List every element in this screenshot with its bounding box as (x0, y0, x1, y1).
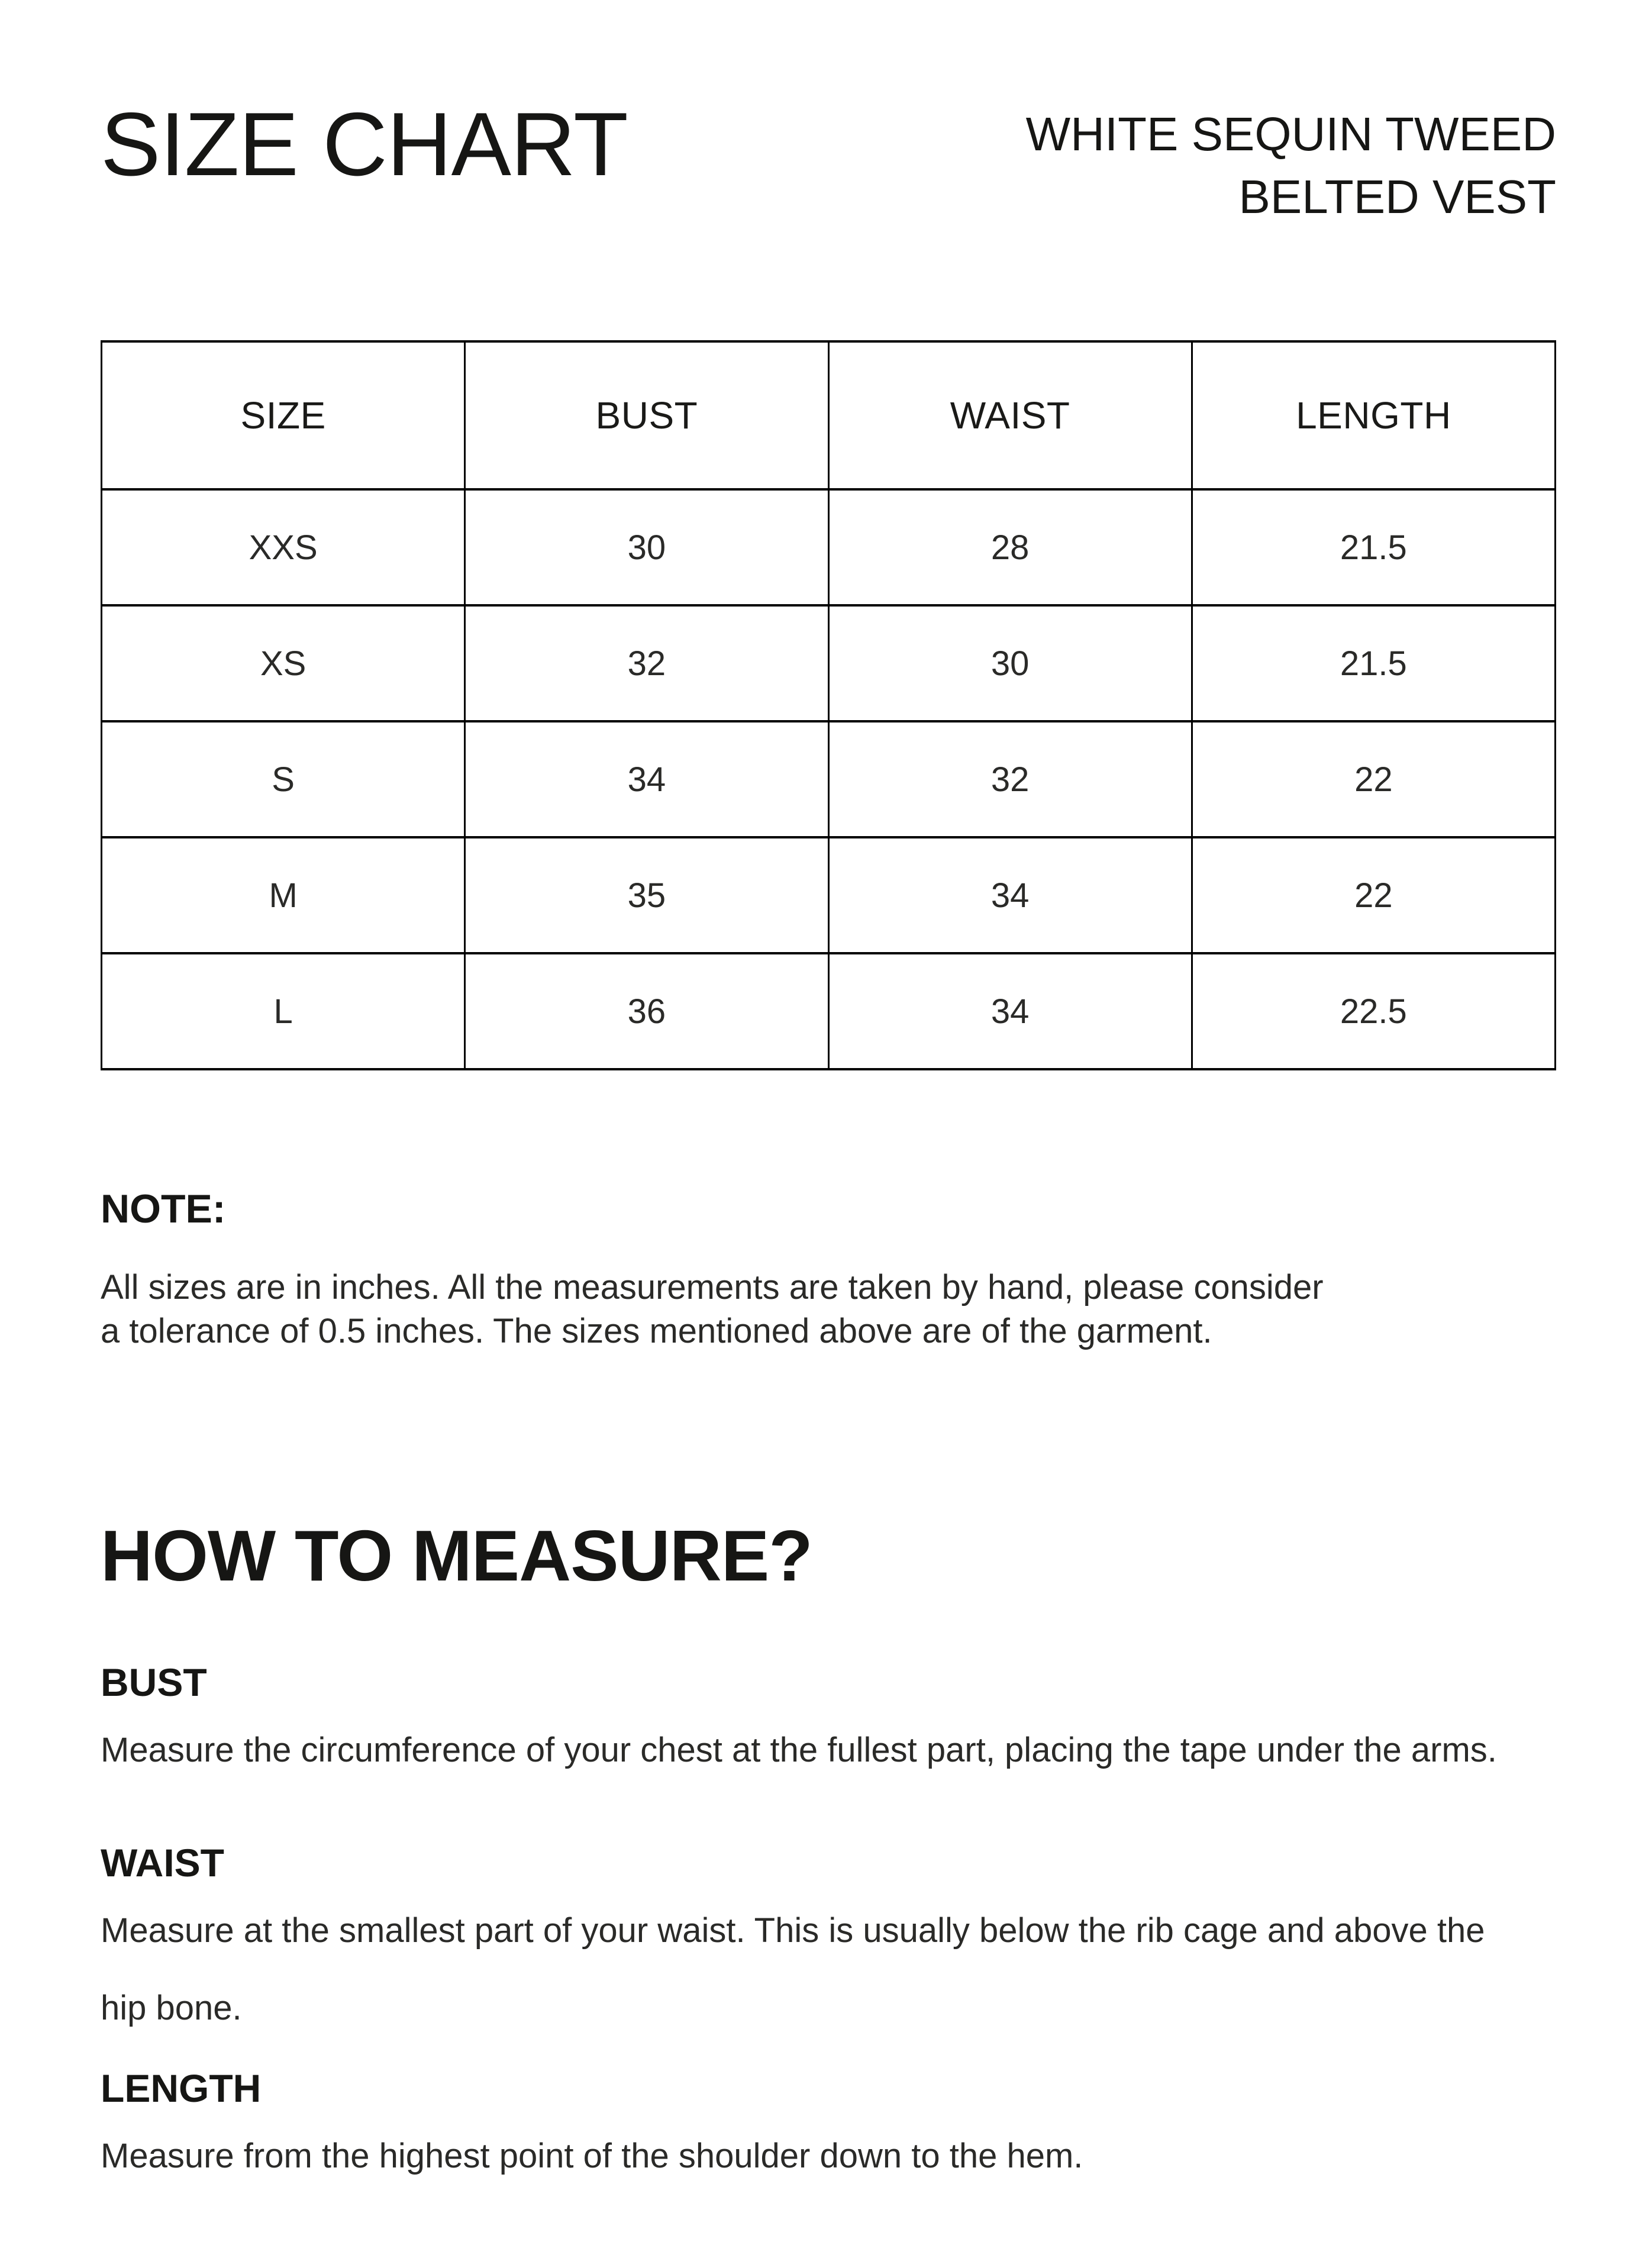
measure-section-bust (101, 1660, 1556, 1772)
how-to-measure-heading: HOW TO MEASURE? (101, 1515, 812, 1596)
cell-size: S (102, 721, 465, 837)
instruction-line: Measure the circumference of your chest at the fullest part, placing the tape under the arms. (101, 1730, 1497, 1769)
cell-waist: 30 (828, 605, 1192, 721)
measure-section-length (101, 2066, 1556, 2178)
product-title-line1: WHITE SEQUIN TWEED (1025, 108, 1556, 160)
instruction-line: Measure from the highest point of the shoulder down to the hem. (101, 2136, 1083, 2175)
cell-waist: 28 (828, 489, 1192, 605)
column-header-bust: BUST (465, 341, 828, 489)
waist-label: WAIST (101, 1841, 224, 1885)
size-table-head (102, 341, 1556, 489)
cell-waist: 34 (828, 837, 1192, 953)
table-header-row (102, 341, 1556, 489)
length-instructions (101, 2134, 1556, 2178)
instruction-line: hip bone. (101, 1989, 242, 2028)
cell-bust: 35 (465, 837, 828, 953)
note-section (101, 1186, 1556, 1353)
cell-bust: 32 (465, 605, 828, 721)
cell-length: 22.5 (1192, 953, 1555, 1069)
cell-waist: 34 (828, 953, 1192, 1069)
cell-waist: 32 (828, 721, 1192, 837)
product-title (1026, 103, 1556, 228)
table-row (102, 953, 1556, 1069)
waist-instructions (101, 1908, 1556, 2031)
bust-label: BUST (101, 1660, 207, 1704)
table-row (102, 721, 1556, 837)
cell-length: 22 (1192, 721, 1555, 837)
page-title: SIZE CHART (101, 94, 628, 195)
cell-length: 21.5 (1192, 489, 1555, 605)
table-row (102, 605, 1556, 721)
cell-size: XS (102, 605, 465, 721)
note-text (101, 1266, 1556, 1353)
cell-size: L (102, 953, 465, 1069)
cell-bust: 30 (465, 489, 828, 605)
measure-section-waist (101, 1843, 1556, 2031)
length-label: LENGTH (101, 2066, 262, 2110)
cell-bust: 34 (465, 721, 828, 837)
cell-length: 21.5 (1192, 605, 1555, 721)
table-row (102, 489, 1556, 605)
cell-size: M (102, 837, 465, 953)
product-title-line2: BELTED VEST (1238, 170, 1556, 223)
column-header-size: SIZE (102, 341, 465, 489)
size-table-body (102, 489, 1556, 1069)
cell-length: 22 (1192, 837, 1555, 953)
column-header-length: LENGTH (1192, 341, 1555, 489)
note-line: a tolerance of 0.5 inches. The sizes mentioned above are of the garment. (101, 1312, 1212, 1351)
instruction-line: Measure at the smallest part of your waist. This is usually below the rib cage and above the (101, 1911, 1485, 1950)
cell-bust: 36 (465, 953, 828, 1069)
how-to-measure-section (101, 1515, 1556, 2179)
cell-size: XXS (102, 489, 465, 605)
page-header (101, 0, 1556, 228)
column-header-waist: WAIST (828, 341, 1192, 489)
size-table (101, 340, 1556, 1070)
note-heading: NOTE: (101, 1186, 226, 1232)
note-line: All sizes are in inches. All the measurements are taken by hand, please consider (101, 1268, 1324, 1307)
bust-instructions (101, 1728, 1556, 1772)
table-row (102, 837, 1556, 953)
